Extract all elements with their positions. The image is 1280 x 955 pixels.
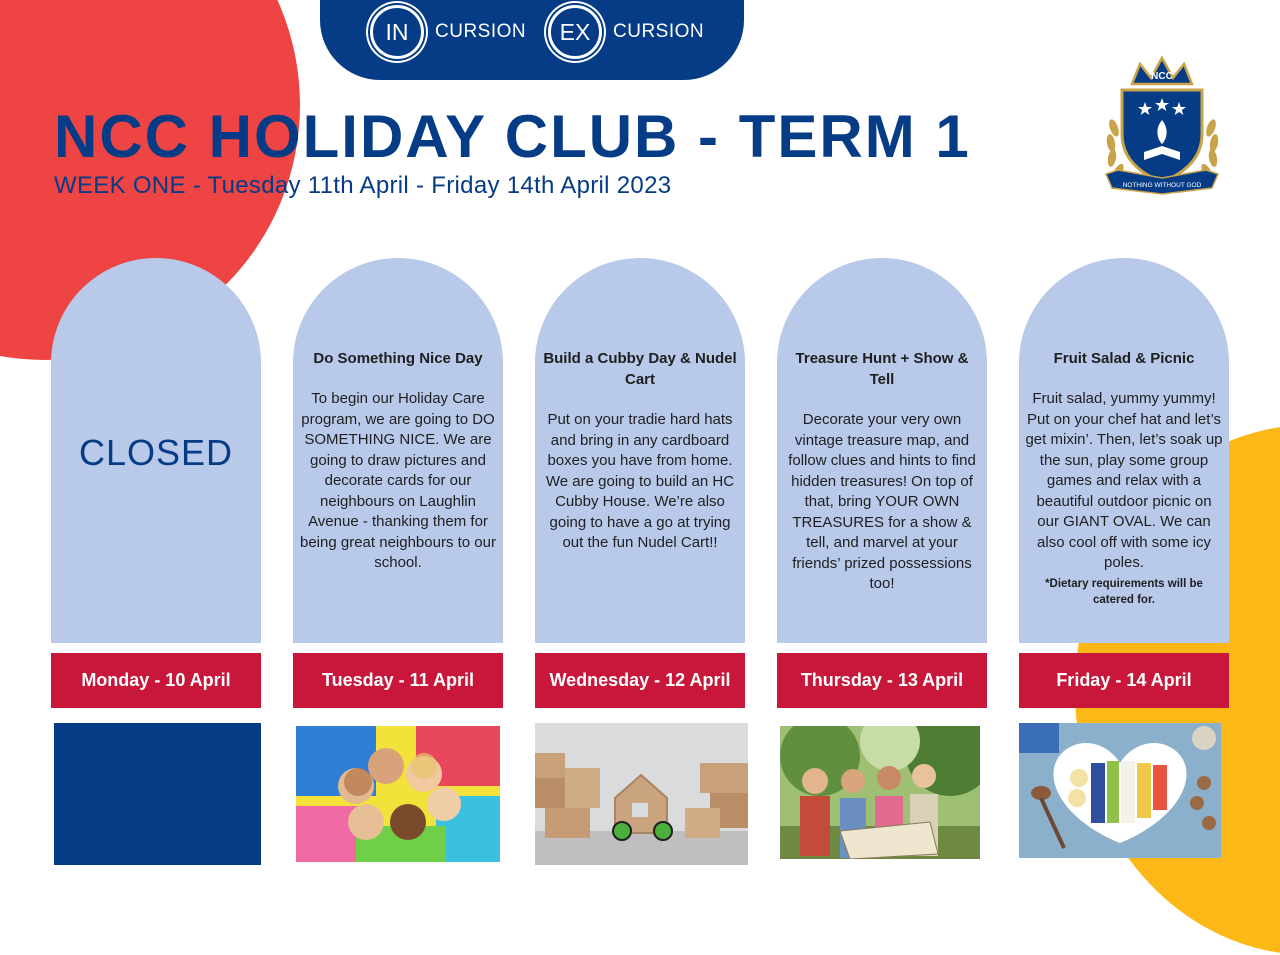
day-label-thursday: Thursday - 13 April — [777, 653, 987, 708]
in-suffix: CURSION — [435, 21, 527, 42]
monday-navy-block — [54, 723, 261, 865]
day-label-friday: Friday - 14 April — [1019, 653, 1229, 708]
cardboard-cubby-house-photo — [535, 723, 748, 865]
kids-lying-in-circle-photo — [296, 726, 500, 862]
ex-circle: EX — [548, 5, 602, 59]
excursion-label — [548, 5, 704, 59]
thursday-arch — [777, 258, 987, 643]
fruit-salad-bowl-photo — [1019, 723, 1221, 858]
kids-treasure-map-photo — [780, 726, 980, 859]
incursion-label — [370, 5, 526, 59]
friday-dietary-note: *Dietary requirements will be catered for. — [1045, 577, 1203, 606]
thursday-activity-title: Treasure Hunt + Show & Tell — [795, 350, 969, 388]
wednesday-activity-description: Put on your tradie hard hats and bring in any cardboard boxes you have from home. We are going to build an HC Cubby House. We’re also going to have a go at trying out the fun Nudel Cart!! — [545, 411, 735, 551]
wednesday-activity-title: Build a Cubby Day & Nudel Cart — [543, 350, 737, 388]
closed-label: CLOSED — [78, 432, 234, 473]
tuesday-arch — [293, 258, 503, 643]
page-subtitle: WEEK ONE - Tuesday 11th April - Friday 14th April 2023 — [54, 172, 672, 199]
incursion-excursion-banner — [320, 0, 744, 80]
tuesday-activity-title: Do Something Nice Day — [313, 350, 483, 367]
day-label-wednesday: Wednesday - 12 April — [535, 653, 745, 708]
ex-suffix: CURSION — [613, 21, 705, 42]
in-circle: IN — [370, 5, 424, 59]
tuesday-activity-description: To begin our Holiday Care program, we are going to DO SOMETHING NICE. We are going to draw pictures and decorate cards for our neighbours on Laughlin Avenue - thanking them for being great neighbours to our school. — [300, 390, 496, 571]
crest-motto: NOTHING WITHOUT GOD — [1122, 182, 1202, 189]
friday-activity-title: Fruit Salad & Picnic — [1053, 350, 1195, 367]
crest-name: NCC — [1151, 71, 1173, 82]
friday-activity-description: Fruit salad, yummy yummy! Put on your chef hat and let’s get mixin’. Then, let’s soak up the sun, play some group games and relax with a beautiful outdoor picnic on our GIANT OVAL. We can also cool off with some icy poles. — [1025, 390, 1223, 571]
thursday-activity-description: Decorate your very own vintage treasure map, and follow clues and hints to find hidden treasures! On top of that, bring YOUR OWN TREASURES for a show & tell, and marvel at your friends’ prized possessions too! — [788, 411, 976, 592]
friday-arch — [1019, 258, 1229, 643]
wednesday-arch — [535, 258, 745, 643]
monday-arch — [51, 258, 261, 643]
school-crest-logo — [1100, 48, 1225, 196]
day-label-monday: Monday - 10 April — [51, 653, 261, 708]
day-label-tuesday: Tuesday - 11 April — [293, 653, 503, 708]
page-title: NCC HOLIDAY CLUB - TERM 1 — [54, 103, 971, 170]
